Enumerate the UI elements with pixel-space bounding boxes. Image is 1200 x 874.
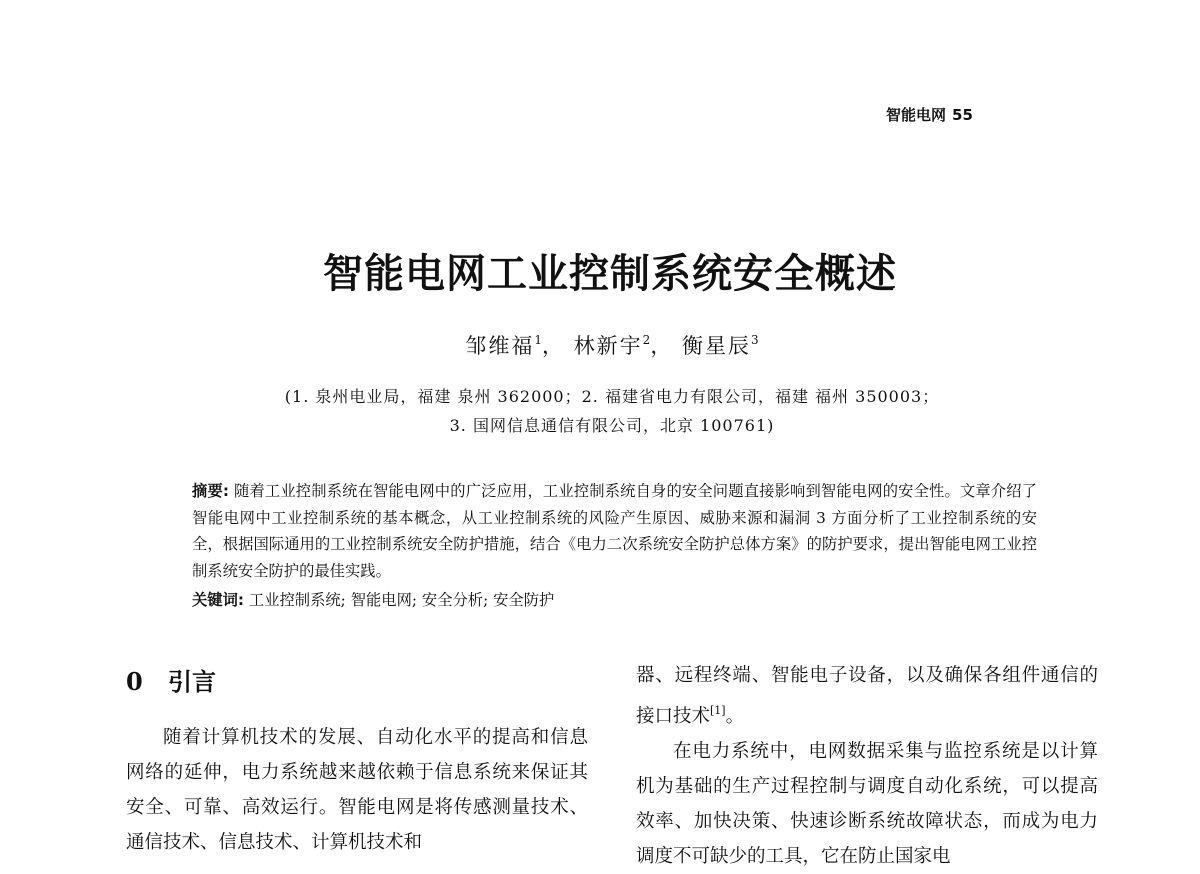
paragraph-text: 器、远程终端、智能电子设备，以及确保各组件通信的接口技术 [636, 665, 1098, 727]
author-name: 林新宇 [573, 334, 643, 358]
body-paragraph-continued [636, 658, 1098, 734]
citation-marker: [1] [710, 704, 726, 717]
author-list [0, 330, 1200, 360]
affiliation-line: 3. 国网信息通信有限公司，北京 100761) [449, 416, 775, 435]
journal-name: 智能电网 [886, 106, 947, 124]
author-affil-marker: 1 [534, 333, 542, 347]
affiliation-line: (1. 泉州电业局，福建 泉州 362000；2. 福建省电力有限公司，福建 福州 350003； [284, 387, 940, 406]
left-column [126, 720, 588, 860]
paper-title: 智能电网工业控制系统安全概述 [323, 251, 897, 297]
paragraph-end: 。 [725, 706, 745, 727]
page-number: 55 [952, 106, 973, 124]
section-title: 引言 [168, 667, 216, 696]
body-paragraph: 随着计算机技术的发展、自动化水平的提高和信息网络的延伸，电力系统越来越依赖于信息系统来保证其安全、可靠、高效运行。智能电网是将传感测量技术、通信技术、信息技术、计算机技术和 [126, 727, 588, 853]
running-head [886, 104, 973, 125]
keywords [192, 587, 1037, 613]
abstract-text: 随着工业控制系统在智能电网中的广泛应用，工业控制系统自身的安全问题直接影响到智能电网的安全性。文章介绍了智能电网中工业控制系统的基本概念，从工业控制系统的风险产生原因、威胁来源和漏洞 3 方面分析了工业控制系统的安全，根据国际通用的工业控制系统安全防护措施，结合《电力二次系统安全防护总体方案》的防护要求，提出智能电网工业控制系统安全防护的最佳实践。 [192, 482, 1037, 580]
section-heading [126, 662, 216, 697]
author-affil-marker: 3 [751, 333, 759, 347]
author-separator: ， [650, 334, 674, 358]
author-name: 邹维福 [465, 334, 535, 358]
keywords-label: 关键词: [192, 591, 245, 609]
abstract-label: 摘要: [192, 482, 230, 500]
right-column [636, 658, 1098, 874]
body-paragraph: 在电力系统中，电网数据采集与监控系统是以计算机为基础的生产过程控制与调度自动化系统，可以提高效率、加快决策、快速诊断系统故障状态，而成为电力调度不可缺少的工具，它在防止国家电 [636, 741, 1098, 867]
author-affil-marker: 2 [642, 333, 651, 347]
author-separator: ， [541, 334, 565, 358]
keywords-text: 工业控制系统; 智能电网; 安全分析; 安全防护 [248, 591, 555, 609]
section-number: 0 [126, 667, 143, 696]
author-name: 衡星辰 [682, 334, 751, 358]
abstract [192, 478, 1037, 584]
